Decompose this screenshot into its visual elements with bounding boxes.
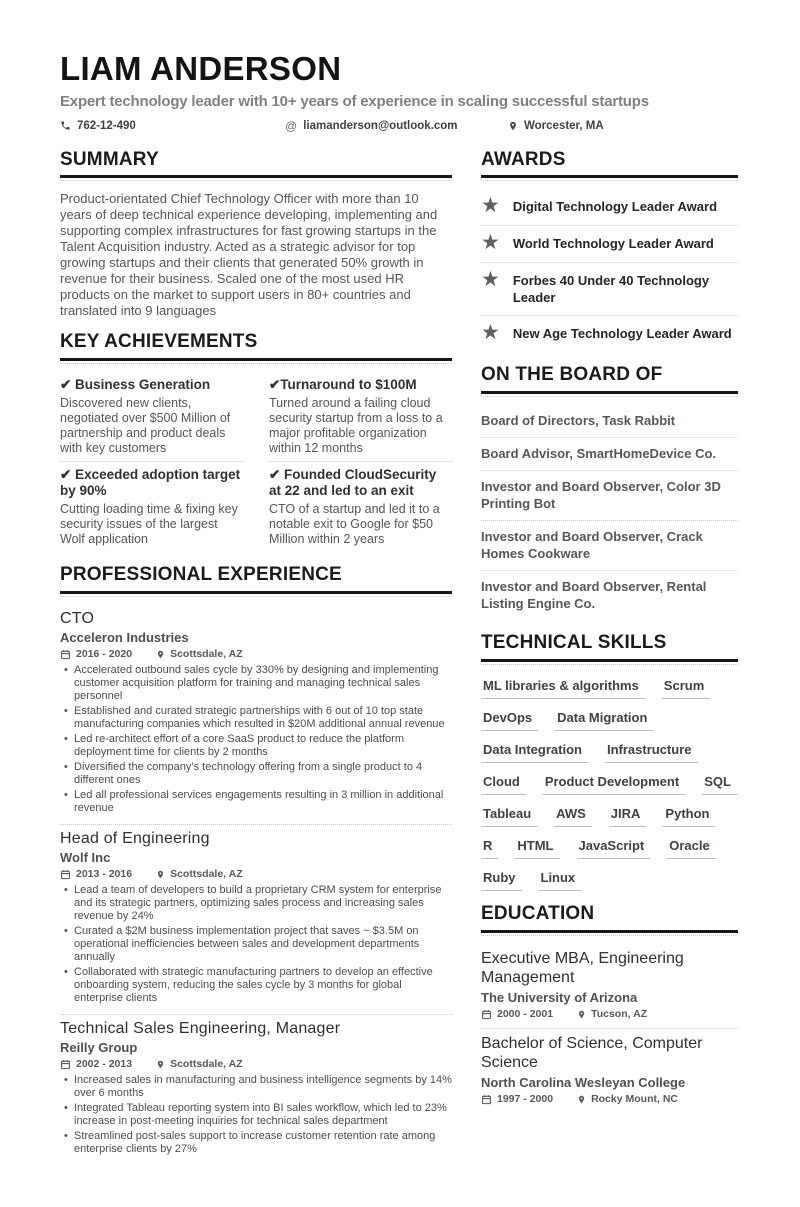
experience-title: PROFESSIONAL EXPERIENCE	[60, 564, 452, 594]
skill-tag: Data Migration	[555, 710, 653, 731]
award-text: Digital Technology Leader Award	[512, 199, 718, 215]
job-role: Head of Engineering	[60, 830, 210, 848]
skill-tag: JavaScript	[577, 838, 651, 859]
skills-list	[481, 673, 738, 891]
summary-text: Product-orientated Chief Technology Officer with more than 10 years of deep technical experience developing, implementing and supporting complex infrastructures for fast growing startups in the Talent Acquisition industry. Acted as a strategic advisor for top growing startups and their clients that generated 50% growth in revenue for their business. Scaled one of the most used HR products on the market to support users in 80+ countries and translated into 9 languages	[60, 191, 438, 319]
degree: Bachelor of Science, Computer Science	[481, 1035, 703, 1072]
education-dates: 2000 - 2001	[481, 1008, 553, 1020]
education-meta	[481, 1008, 738, 1020]
skill-tag: Infrastructure	[605, 742, 698, 763]
contact-email	[285, 119, 508, 133]
achievements-grid	[60, 372, 452, 552]
achievement-title: ✔ Exceeded adoption target by 90%	[60, 467, 241, 499]
skill-tag: Data Integration	[481, 742, 588, 763]
experience-bullet: • Streamlined post-sales support to increase customer retention rate among enterprise clients by 27%	[74, 1130, 452, 1156]
skill-tag: Product Development	[543, 774, 685, 795]
calendar-icon	[60, 869, 71, 880]
school: North Carolina Wesleyan College	[481, 1075, 686, 1091]
calendar-icon	[481, 1009, 492, 1020]
skills-title: TECHNICAL SKILLS	[481, 632, 738, 662]
left-column	[60, 149, 452, 1178]
job-location: Scottsdale, AZ	[156, 648, 243, 660]
award-text: Forbes 40 Under 40 Technology Leader	[512, 273, 710, 306]
skill-tag: AWS	[554, 806, 592, 827]
skill-tag: DevOps	[481, 710, 538, 731]
education-location: Rocky Mount, NC	[577, 1093, 678, 1105]
experience-bullet: • Collaborated with strategic manufacturing partners to develop an effective onboarding system, reducing the sales cycle by 3 months for global enterprise clients	[74, 966, 452, 1005]
education-title: EDUCATION	[481, 903, 738, 933]
award-item	[481, 226, 738, 263]
school: The University of Arizona	[481, 990, 638, 1006]
experience-bullet: • Curated a $2M business implementation project that saves ~ $3.5M on operational inefficiencies between sales and development departments annually	[74, 925, 452, 964]
section-experience	[60, 564, 452, 1165]
person-tagline: Expert technology leader with 10+ years of experience in scaling successful startups	[60, 92, 649, 110]
pin-icon	[577, 1094, 586, 1105]
job-bullets	[60, 884, 452, 1005]
resume-header	[60, 52, 740, 133]
experience-bullet: • Led all professional services engagements resulting in 3 million in additional revenue	[74, 789, 452, 815]
skill-tag: JIRA	[609, 806, 647, 827]
job-location: Scottsdale, AZ	[156, 1058, 243, 1070]
award-item	[481, 263, 738, 316]
board-item: Investor and Board Observer, Color 3D Printing Bot	[481, 471, 738, 521]
achievements-title: KEY ACHIEVEMENTS	[60, 331, 452, 361]
achievement-item	[60, 372, 243, 462]
experience-entry	[60, 1015, 452, 1165]
star-icon: ★	[481, 231, 500, 255]
achievement-item	[269, 372, 452, 462]
achievement-title: ✔ Founded CloudSecurity at 22 and led to an exit	[269, 467, 437, 499]
award-text: New Age Technology Leader Award	[512, 326, 732, 342]
star-icon: ★	[481, 268, 500, 292]
awards-list	[481, 189, 738, 352]
contact-phone	[60, 120, 285, 132]
section-skills	[481, 632, 738, 891]
person-name: LIAM ANDERSON	[60, 50, 342, 87]
job-dates: 2013 - 2016	[60, 868, 132, 880]
phone-number: 762-12-490	[77, 119, 136, 132]
pin-icon	[156, 1059, 165, 1070]
calendar-icon	[60, 1059, 71, 1070]
achievement-item	[269, 462, 452, 552]
board-title: ON THE BOARD OF	[481, 364, 738, 394]
education-dates: 1997 - 2000	[481, 1093, 553, 1105]
award-text: World Technology Leader Award	[512, 236, 714, 252]
skill-tag: Python	[663, 806, 715, 827]
job-company: Reilly Group	[60, 1040, 138, 1056]
achievement-item	[60, 462, 243, 552]
skill-tag: R	[481, 838, 498, 859]
award-item	[481, 189, 738, 226]
education-entry	[481, 944, 738, 1029]
experience-entry	[60, 605, 452, 825]
education-meta	[481, 1093, 738, 1105]
job-meta	[60, 648, 452, 660]
job-company: Acceleron Industries	[60, 630, 189, 646]
degree: Executive MBA, Engineering Management	[481, 950, 684, 987]
skill-tag: ML libraries & algorithms	[481, 678, 645, 699]
job-meta	[60, 868, 452, 880]
achievement-title: ✔Turnaround to $100M	[269, 377, 417, 393]
awards-title: AWARDS	[481, 149, 738, 179]
pin-icon	[156, 869, 165, 880]
education-entry	[481, 1029, 738, 1113]
email-address: liamanderson@outlook.com	[303, 119, 458, 132]
skill-tag: Linux	[539, 870, 582, 891]
experience-bullet: • Increased sales in manufacturing and business intelligence segments by 14% over 6 months	[74, 1074, 452, 1100]
job-role: Technical Sales Engineering, Manager	[60, 1020, 341, 1038]
experience-bullet: • Accelerated outbound sales cycle by 330% by designing and implementing customer acquisition platform for training and managing technical sales personnel	[74, 664, 452, 703]
calendar-icon	[481, 1094, 492, 1105]
right-column	[481, 149, 738, 1178]
board-item: Board of Directors, Task Rabbit	[481, 405, 738, 438]
summary-title: SUMMARY	[60, 149, 452, 179]
skill-tag: Ruby	[481, 870, 522, 891]
job-dates: 2002 - 2013	[60, 1058, 132, 1070]
experience-bullet: • Established and curated strategic partnerships with 6 out of 10 top state manufacturing companies which resulted in $20M additional annual revenue	[74, 705, 452, 731]
job-bullets	[60, 664, 452, 815]
section-summary	[60, 149, 452, 320]
phone-icon	[60, 120, 71, 131]
section-education	[481, 903, 738, 1113]
award-item	[481, 316, 738, 352]
section-awards	[481, 149, 738, 353]
contact-row	[60, 119, 740, 133]
achievement-title: ✔ Business Generation	[60, 377, 211, 393]
star-icon: ★	[481, 194, 500, 218]
board-item: Investor and Board Observer, Rental Listing Engine Co.	[481, 579, 707, 612]
job-dates: 2016 - 2020	[60, 648, 132, 660]
experience-bullet: • Integrated Tableau reporting system into BI sales workflow, which led to 23% increase in post-meeting inquiries for technical sales department	[74, 1102, 452, 1128]
pin-icon	[156, 649, 165, 660]
job-role: CTO	[60, 610, 95, 628]
skill-tag: HTML	[515, 838, 559, 859]
experience-bullet: • Led re-architect effort of a core SaaS product to reduce the platform deployment time for clients by 2 months	[74, 733, 452, 759]
star-icon: ★	[481, 321, 500, 345]
calendar-icon	[60, 649, 71, 660]
skill-tag: Cloud	[481, 774, 526, 795]
location-text: Worcester, MA	[524, 119, 604, 132]
board-list	[481, 405, 738, 620]
job-bullets	[60, 1074, 452, 1156]
job-meta	[60, 1058, 452, 1070]
experience-bullet: • Lead a team of developers to build a proprietary CRM system for enterprise and its strategic partners, optimizing sales process and increasing sales revenue by 24%	[74, 884, 452, 923]
board-item: Investor and Board Observer, Crack Homes Cookware	[481, 521, 738, 571]
job-location: Scottsdale, AZ	[156, 868, 243, 880]
skill-tag: Tableau	[481, 806, 537, 827]
achievement-text: Cutting loading time & fixing key security issues of the largest Wolf application	[60, 502, 238, 547]
section-achievements	[60, 331, 452, 552]
at-icon: @	[285, 118, 298, 133]
skill-tag: SQL	[702, 774, 737, 795]
skill-tag: Scrum	[662, 678, 710, 699]
board-item: Board Advisor, SmartHomeDevice Co.	[481, 438, 738, 471]
achievement-text: CTO of a startup and led it to a notable exit to Google for $50 Million within 2 years	[269, 502, 440, 547]
pin-icon	[508, 120, 518, 132]
contact-location	[508, 120, 604, 132]
pin-icon	[577, 1009, 586, 1020]
section-board	[481, 364, 738, 620]
experience-bullet: • Diversified the company’s technology offering from a single product to 4 different ones	[74, 761, 452, 787]
experience-entry	[60, 825, 452, 1015]
columns	[60, 149, 740, 1178]
skill-tag: Oracle	[667, 838, 715, 859]
achievement-text: Discovered new clients, negotiated over $500 Million of partnership and product deals with key customers	[60, 396, 231, 456]
achievement-text: Turned around a failing cloud security startup from a loss to a major profitable organization within 12 months	[269, 396, 443, 456]
education-location: Tucson, AZ	[577, 1008, 647, 1020]
job-company: Wolf Inc	[60, 850, 111, 866]
